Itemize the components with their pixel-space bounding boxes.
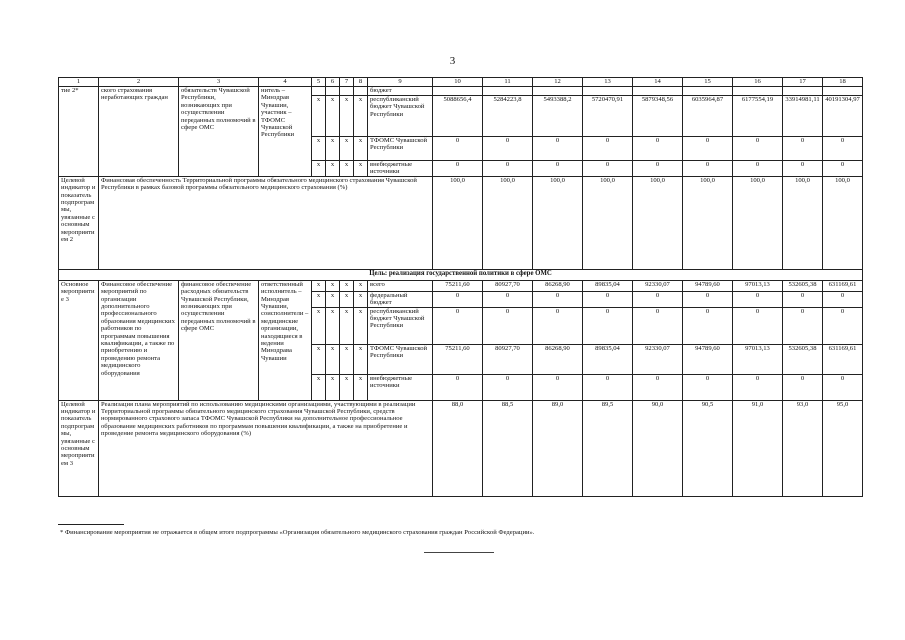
column-number: 18 bbox=[823, 78, 863, 87]
funding-source: бюджет bbox=[368, 87, 433, 96]
column-number: 3 bbox=[179, 78, 259, 87]
code-cell: x bbox=[340, 291, 354, 307]
indicator-label: Целевой индикатор и показатель подпрограммы, увязанные с основным мероприятием 3 bbox=[59, 400, 99, 496]
value-cell: 97013,13 bbox=[733, 280, 783, 291]
value-cell: 6177554,19 bbox=[733, 96, 783, 137]
value-cell: 0 bbox=[733, 161, 783, 177]
goal-text: Цель: реализация государственной политики в сфере ОМС bbox=[59, 269, 863, 280]
value-cell: 5493388,2 bbox=[533, 96, 583, 137]
value-cell: 0 bbox=[633, 291, 683, 307]
value-cell: 90,0 bbox=[633, 400, 683, 496]
code-cell: x bbox=[354, 161, 368, 177]
code-cell: x bbox=[312, 96, 326, 137]
funding-source: внебюджетные источники bbox=[368, 161, 433, 177]
code-cell: x bbox=[340, 374, 354, 400]
indicator-row bbox=[59, 400, 863, 496]
value-cell bbox=[733, 87, 783, 96]
column-number: 11 bbox=[483, 78, 533, 87]
column-number: 17 bbox=[783, 78, 823, 87]
value-cell: 100,0 bbox=[433, 176, 483, 269]
value-cell: 0 bbox=[733, 307, 783, 344]
value-cell bbox=[683, 87, 733, 96]
value-cell: 0 bbox=[483, 374, 533, 400]
value-cell: 40191304,97 bbox=[823, 96, 863, 137]
row-header-cell: ского страхования неработающих граждан bbox=[99, 87, 179, 177]
value-cell: 5088656,4 bbox=[433, 96, 483, 137]
value-cell: 75211,60 bbox=[433, 344, 483, 374]
code-cell: x bbox=[354, 307, 368, 344]
value-cell: 0 bbox=[483, 291, 533, 307]
column-number: 6 bbox=[326, 78, 340, 87]
code-cell: x bbox=[312, 291, 326, 307]
value-cell: 92330,07 bbox=[633, 280, 683, 291]
value-cell: 0 bbox=[783, 307, 823, 344]
value-cell: 0 bbox=[683, 307, 733, 344]
value-cell: 6035964,87 bbox=[683, 96, 733, 137]
value-cell: 89835,04 bbox=[583, 344, 633, 374]
value-cell bbox=[633, 87, 683, 96]
column-number: 13 bbox=[583, 78, 633, 87]
row-header-cell: Основное мероприятие 3 bbox=[59, 280, 99, 400]
value-cell: 0 bbox=[433, 374, 483, 400]
value-cell: 100,0 bbox=[783, 176, 823, 269]
value-cell: 88,5 bbox=[483, 400, 533, 496]
funding-source: ТФОМС Чувашской Республики bbox=[368, 344, 433, 374]
code-cell: x bbox=[326, 344, 340, 374]
code-cell: x bbox=[312, 374, 326, 400]
value-cell: 0 bbox=[583, 291, 633, 307]
value-cell: 0 bbox=[733, 374, 783, 400]
code-cell: x bbox=[326, 96, 340, 137]
code-cell: x bbox=[312, 161, 326, 177]
value-cell: 0 bbox=[583, 161, 633, 177]
code-cell: x bbox=[340, 307, 354, 344]
value-cell: 0 bbox=[633, 374, 683, 400]
row-header-cell: тие 2* bbox=[59, 87, 99, 177]
column-number: 10 bbox=[433, 78, 483, 87]
code-cell: x bbox=[326, 137, 340, 161]
value-cell: 100,0 bbox=[633, 176, 683, 269]
code-cell bbox=[340, 87, 354, 96]
indicator-text: Реализация плана мероприятий по использованию медицинскими организациями, участвующими в реализации Территориальной программы обязательного медицинского страхования Чувашской Республики, средств нормированного страхового запаса ТФОМС Чувашской Республики на дополнительное профессиональное образование медицинских работников по программам повышения квалификации, а также на приобретение и проведение ремонта медицинского оборудования (%) bbox=[99, 400, 433, 496]
funding-source: ТФОМС Чувашской Республики bbox=[368, 137, 433, 161]
value-cell: 5879348,56 bbox=[633, 96, 683, 137]
value-cell: 100,0 bbox=[583, 176, 633, 269]
value-cell: 80927,70 bbox=[483, 344, 533, 374]
value-cell: 0 bbox=[783, 374, 823, 400]
row-header-cell: обязательств Чувашской Республики, возникающих при осуществлении переданных полномочий в сфере ОМС bbox=[179, 87, 259, 177]
code-cell: x bbox=[326, 291, 340, 307]
value-cell: 89,0 bbox=[533, 400, 583, 496]
value-cell: 0 bbox=[433, 161, 483, 177]
value-cell: 0 bbox=[683, 137, 733, 161]
value-cell: 100,0 bbox=[823, 176, 863, 269]
column-number: 14 bbox=[633, 78, 683, 87]
value-cell: 97013,13 bbox=[733, 344, 783, 374]
value-cell: 0 bbox=[823, 291, 863, 307]
code-cell: x bbox=[326, 161, 340, 177]
value-cell: 0 bbox=[783, 161, 823, 177]
value-cell bbox=[583, 87, 633, 96]
value-cell: 100,0 bbox=[733, 176, 783, 269]
code-cell: x bbox=[340, 137, 354, 161]
value-cell: 80927,70 bbox=[483, 280, 533, 291]
code-cell: x bbox=[340, 161, 354, 177]
code-cell: x bbox=[354, 96, 368, 137]
program-table bbox=[58, 77, 863, 497]
column-number: 5 bbox=[312, 78, 326, 87]
code-cell: x bbox=[312, 280, 326, 291]
code-cell: x bbox=[340, 280, 354, 291]
row-header-cell: финансовое обеспечение расходных обязательств Чувашской Республики, возникающих при осуществлении переданных полномочий в сфере ОМС bbox=[179, 280, 259, 400]
column-number: 12 bbox=[533, 78, 583, 87]
value-cell: 532605,38 bbox=[783, 344, 823, 374]
column-number: 16 bbox=[733, 78, 783, 87]
indicator-row bbox=[59, 176, 863, 269]
value-cell: 0 bbox=[583, 307, 633, 344]
code-cell: x bbox=[326, 374, 340, 400]
value-cell: 0 bbox=[433, 307, 483, 344]
column-number: 8 bbox=[354, 78, 368, 87]
value-cell bbox=[433, 87, 483, 96]
value-cell: 0 bbox=[533, 374, 583, 400]
value-cell: 0 bbox=[733, 137, 783, 161]
value-cell: 0 bbox=[633, 307, 683, 344]
indicator-label: Целевой индикатор и показатель подпрограммы, увязанные с основным мероприятием 2 bbox=[59, 176, 99, 269]
code-cell: x bbox=[354, 280, 368, 291]
value-cell: 100,0 bbox=[683, 176, 733, 269]
value-cell: 0 bbox=[783, 291, 823, 307]
value-cell bbox=[533, 87, 583, 96]
value-cell: 0 bbox=[433, 137, 483, 161]
funding-source: федеральный бюджет bbox=[368, 291, 433, 307]
footnote: * Финансирование мероприятия не отражается в общем итоге подпрограммы «Организация обязательного медицинского страхования граждан Российской Федерации». bbox=[60, 529, 535, 536]
value-cell: 532605,38 bbox=[783, 280, 823, 291]
code-cell: x bbox=[354, 291, 368, 307]
value-cell: 86268,90 bbox=[533, 344, 583, 374]
value-cell: 100,0 bbox=[533, 176, 583, 269]
value-cell: 91,0 bbox=[733, 400, 783, 496]
funding-source: республиканский бюджет Чувашской Республики bbox=[368, 307, 433, 344]
code-cell: x bbox=[326, 280, 340, 291]
value-cell: 0 bbox=[823, 137, 863, 161]
value-cell: 0 bbox=[533, 307, 583, 344]
row-header-cell: ответственный исполнитель – Минздрав Чувашии, соисполнители – медицинские организации, находящиеся в ведении Минздрава Чувашии bbox=[259, 280, 312, 400]
funding-source: всего bbox=[368, 280, 433, 291]
value-cell: 631169,61 bbox=[823, 344, 863, 374]
indicator-text: Финансовая обеспеченность Территориальной программы обязательного медицинского страхования Чувашской Республики в рамках базовой программы обязательного медицинского страхования (%) bbox=[99, 176, 433, 269]
value-cell: 0 bbox=[683, 161, 733, 177]
table-row bbox=[59, 280, 863, 291]
end-separator bbox=[424, 552, 494, 553]
value-cell: 0 bbox=[533, 291, 583, 307]
code-cell: x bbox=[312, 137, 326, 161]
value-cell: 0 bbox=[683, 374, 733, 400]
funding-source: внебюджетные источники bbox=[368, 374, 433, 400]
value-cell: 0 bbox=[733, 291, 783, 307]
value-cell: 5720470,91 bbox=[583, 96, 633, 137]
value-cell: 0 bbox=[533, 137, 583, 161]
column-number-row bbox=[59, 78, 863, 87]
row-header-cell: нитель – Минздрав Чувашии, участник – ТФОМС Чувашской Республики bbox=[259, 87, 312, 177]
code-cell: x bbox=[354, 137, 368, 161]
value-cell: 0 bbox=[823, 161, 863, 177]
value-cell: 90,5 bbox=[683, 400, 733, 496]
value-cell: 0 bbox=[433, 291, 483, 307]
value-cell: 0 bbox=[583, 374, 633, 400]
value-cell: 631169,61 bbox=[823, 280, 863, 291]
value-cell bbox=[823, 87, 863, 96]
value-cell: 100,0 bbox=[483, 176, 533, 269]
funding-source: республиканский бюджет Чувашской Республики bbox=[368, 96, 433, 137]
goal-row bbox=[59, 269, 863, 280]
footnote-separator bbox=[58, 524, 124, 525]
column-number: 7 bbox=[340, 78, 354, 87]
value-cell: 33914981,11 bbox=[783, 96, 823, 137]
value-cell: 0 bbox=[683, 291, 733, 307]
value-cell: 0 bbox=[583, 137, 633, 161]
value-cell: 95,0 bbox=[823, 400, 863, 496]
value-cell: 0 bbox=[483, 137, 533, 161]
value-cell: 92330,07 bbox=[633, 344, 683, 374]
code-cell: x bbox=[354, 344, 368, 374]
code-cell: x bbox=[340, 344, 354, 374]
value-cell: 86268,90 bbox=[533, 280, 583, 291]
table-row bbox=[59, 87, 863, 96]
value-cell: 89835,04 bbox=[583, 280, 633, 291]
page-number: 3 bbox=[449, 55, 456, 67]
value-cell: 89,5 bbox=[583, 400, 633, 496]
value-cell: 94789,60 bbox=[683, 280, 733, 291]
value-cell: 0 bbox=[823, 374, 863, 400]
column-number: 9 bbox=[368, 78, 433, 87]
value-cell: 0 bbox=[533, 161, 583, 177]
value-cell: 0 bbox=[483, 161, 533, 177]
value-cell bbox=[483, 87, 533, 96]
value-cell: 0 bbox=[483, 307, 533, 344]
row-header-cell: Финансовое обеспечение мероприятий по организации дополнительного профессионального образования медицинских работников по программам повышения квалификации, а также по приобретению и проведению ремонта медицинского оборудования bbox=[99, 280, 179, 400]
code-cell: x bbox=[312, 307, 326, 344]
column-number: 4 bbox=[259, 78, 312, 87]
value-cell: 93,0 bbox=[783, 400, 823, 496]
code-cell bbox=[326, 87, 340, 96]
value-cell: 0 bbox=[633, 161, 683, 177]
code-cell bbox=[354, 87, 368, 96]
value-cell: 0 bbox=[633, 137, 683, 161]
value-cell: 88,0 bbox=[433, 400, 483, 496]
value-cell bbox=[783, 87, 823, 96]
code-cell: x bbox=[326, 307, 340, 344]
column-number: 2 bbox=[99, 78, 179, 87]
value-cell: 0 bbox=[823, 307, 863, 344]
value-cell: 5284223,8 bbox=[483, 96, 533, 137]
code-cell: x bbox=[354, 374, 368, 400]
code-cell: x bbox=[312, 344, 326, 374]
value-cell: 0 bbox=[783, 137, 823, 161]
value-cell: 94789,60 bbox=[683, 344, 733, 374]
value-cell: 75211,60 bbox=[433, 280, 483, 291]
column-number: 15 bbox=[683, 78, 733, 87]
code-cell bbox=[312, 87, 326, 96]
code-cell: x bbox=[340, 96, 354, 137]
column-number: 1 bbox=[59, 78, 99, 87]
